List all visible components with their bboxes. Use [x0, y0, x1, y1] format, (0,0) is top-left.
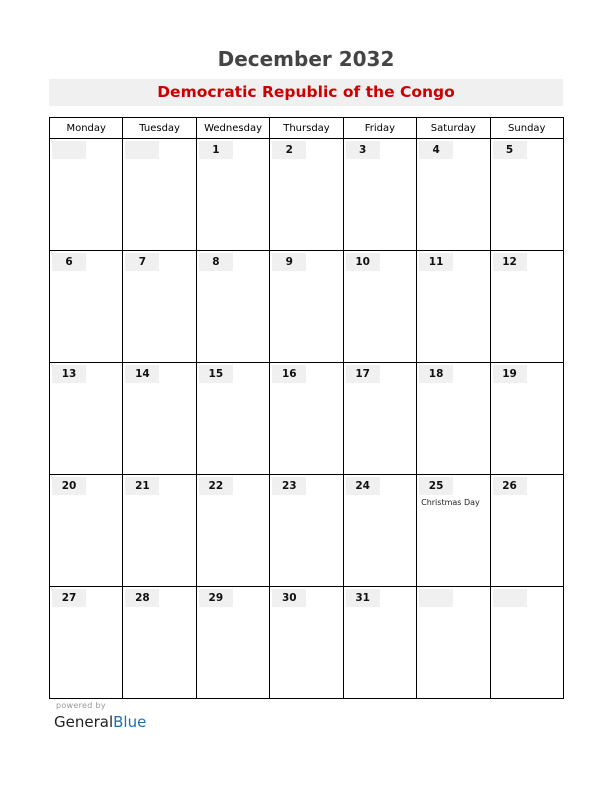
day-number: 14 [125, 365, 159, 383]
day-number: 10 [346, 253, 380, 271]
day-number: 11 [419, 253, 453, 271]
day-number [125, 141, 159, 159]
day-cell [270, 139, 343, 251]
day-number: 21 [125, 477, 159, 495]
day-number: 1 [199, 141, 233, 159]
day-number: 18 [419, 365, 453, 383]
country-banner [49, 79, 563, 106]
day-cell [270, 475, 343, 587]
weekday-header-row [50, 118, 564, 139]
day-number: 2 [272, 141, 306, 159]
day-number: 24 [346, 477, 380, 495]
day-cell [417, 587, 490, 699]
day-cell [196, 587, 269, 699]
weekday-header: Friday [343, 118, 416, 139]
calendar-grid [49, 117, 564, 699]
day-cell [343, 587, 416, 699]
day-number: 26 [493, 477, 527, 495]
calendar-title: December 2032 [217, 47, 395, 71]
day-cell [123, 587, 196, 699]
week-row [50, 363, 564, 475]
day-number [493, 589, 527, 607]
day-number: 23 [272, 477, 306, 495]
holiday-label: Christmas Day [421, 498, 480, 507]
week-row [50, 587, 564, 699]
day-number [419, 589, 453, 607]
day-cell [270, 251, 343, 363]
day-number: 4 [419, 141, 453, 159]
day-number: 31 [346, 589, 380, 607]
day-cell [490, 139, 563, 251]
day-cell [50, 475, 123, 587]
day-cell [123, 363, 196, 475]
day-cell [490, 363, 563, 475]
day-cell [343, 139, 416, 251]
day-cell [196, 139, 269, 251]
day-number: 25 [419, 477, 453, 495]
weekday-header: Saturday [417, 118, 490, 139]
day-cell [490, 475, 563, 587]
day-number: 7 [125, 253, 159, 271]
day-number: 30 [272, 589, 306, 607]
day-number: 19 [493, 365, 527, 383]
day-number: 17 [346, 365, 380, 383]
day-number: 13 [52, 365, 86, 383]
day-cell [50, 363, 123, 475]
brand-general: General [54, 713, 114, 731]
powered-by-label: powered by [56, 701, 106, 710]
day-cell [196, 363, 269, 475]
day-cell [196, 475, 269, 587]
week-row [50, 139, 564, 251]
weekday-header: Monday [50, 118, 123, 139]
week-row [50, 251, 564, 363]
day-cell [196, 251, 269, 363]
weekday-header: Tuesday [123, 118, 196, 139]
day-number: 5 [493, 141, 527, 159]
day-cell [490, 251, 563, 363]
weekday-header: Wednesday [196, 118, 269, 139]
day-cell [343, 475, 416, 587]
day-number: 20 [52, 477, 86, 495]
day-cell [417, 363, 490, 475]
brand-logo [54, 713, 146, 731]
weekday-header: Sunday [490, 118, 563, 139]
weekday-header: Thursday [270, 118, 343, 139]
day-number: 6 [52, 253, 86, 271]
day-cell [123, 139, 196, 251]
day-number: 3 [346, 141, 380, 159]
day-number: 28 [125, 589, 159, 607]
day-cell [270, 363, 343, 475]
country-name: Democratic Republic of the Congo [157, 83, 455, 101]
day-cell [123, 475, 196, 587]
day-cell [270, 587, 343, 699]
day-cell [50, 587, 123, 699]
day-cell [343, 363, 416, 475]
day-cell [50, 251, 123, 363]
day-number: 29 [199, 589, 233, 607]
calendar-body [50, 139, 564, 699]
day-cell [490, 587, 563, 699]
day-number: 9 [272, 253, 306, 271]
day-cell [417, 251, 490, 363]
day-cell [343, 251, 416, 363]
week-row [50, 475, 564, 587]
day-number: 12 [493, 253, 527, 271]
day-number [52, 141, 86, 159]
day-number: 27 [52, 589, 86, 607]
brand-blue: Blue [113, 713, 147, 731]
day-number: 8 [199, 253, 233, 271]
day-number: 16 [272, 365, 306, 383]
day-number: 22 [199, 477, 233, 495]
day-cell [417, 139, 490, 251]
day-cell [123, 251, 196, 363]
day-number: 15 [199, 365, 233, 383]
day-cell [417, 475, 490, 587]
day-cell [50, 139, 123, 251]
